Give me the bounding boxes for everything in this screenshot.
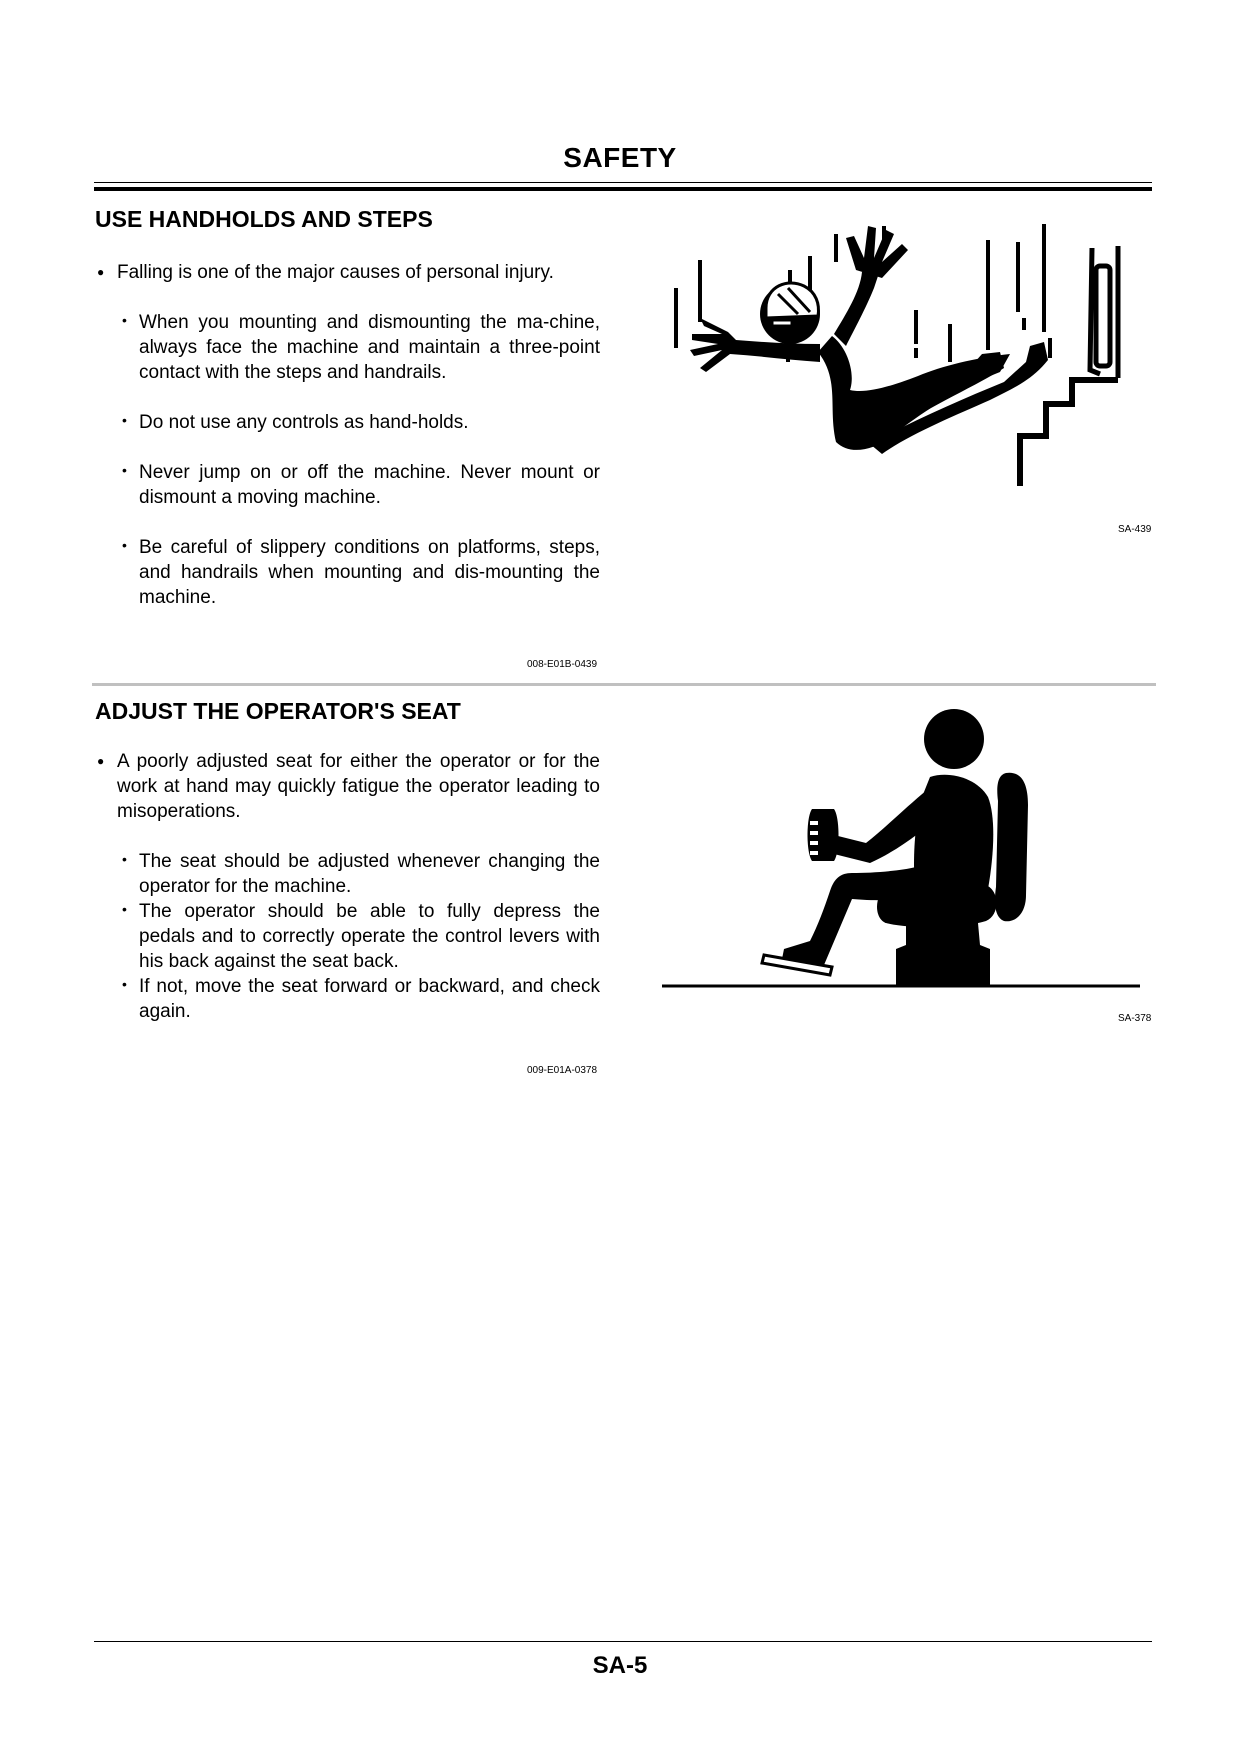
seated-operator-icon [660, 705, 1150, 990]
list-item: • The seat should be adjusted whenever changing the operator for the machine. [95, 849, 600, 899]
section2-code: 009-E01A-0378 [527, 1065, 598, 1076]
header-rule-thick [94, 187, 1152, 191]
footer-rule [94, 1641, 1152, 1642]
bullet-poorly-adjusted: ● A poorly adjusted seat for either the operator or for the work at hand may quickly fatigue the operator leading to misoperations. [95, 749, 600, 824]
section-divider [92, 683, 1156, 686]
section2-text [95, 749, 600, 1024]
list-item: • Do not use any controls as hand-holds. [95, 410, 600, 435]
ladder-rail [1090, 246, 1118, 378]
falling-person-icon [670, 222, 1140, 492]
page-title: SAFETY [563, 142, 677, 173]
section1-text [95, 260, 600, 610]
list-item: • If not, move the seat forward or backward, and check again. [95, 974, 600, 1024]
figure-label-sa439: SA-439 [1118, 524, 1152, 535]
page-number: SA-5 [592, 1652, 648, 1679]
list-item: • Never jump on or off the machine. Never mount or dismount a moving machine. [95, 460, 600, 510]
figure-label-sa378: SA-378 [1118, 1013, 1152, 1024]
person [690, 226, 1048, 454]
list-item: • When you mounting and dismounting the ma-chine, always face the machine and maintain a three-point contact with the steps and handrails. [95, 310, 600, 385]
list-item: • Be careful of slippery conditions on platforms, steps, and handrails when mounting and dis-mounting the machine. [95, 535, 600, 610]
list-item: • The operator should be able to fully depress the pedals and to correctly operate the control levers with his back against the seat back. [95, 899, 600, 974]
section-heading-operator-seat: ADJUST THE OPERATOR'S SEAT [95, 698, 461, 724]
section1-code: 008-E01B-0439 [527, 659, 598, 670]
bullet-falling: ● Falling is one of the major causes of personal injury. [95, 260, 600, 285]
section-heading-handholds: USE HANDHOLDS AND STEPS [95, 206, 433, 232]
steps [1020, 380, 1118, 486]
header-rule-thin [94, 182, 1152, 183]
